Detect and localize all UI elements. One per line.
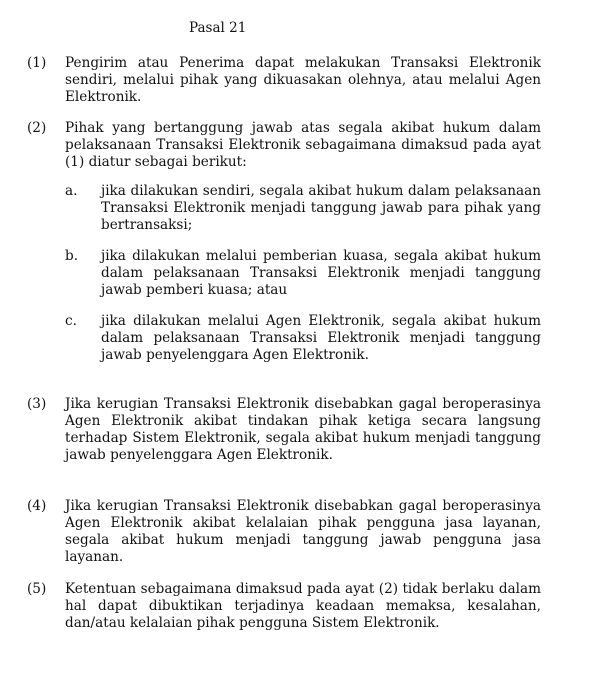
paragraph-number: (4) (27, 498, 47, 514)
paragraph-1 (27, 55, 541, 106)
paragraph-2 (27, 120, 541, 171)
paragraph-number: (3) (27, 396, 47, 412)
paragraph-text: Pihak yang bertanggung jawab atas segala akibat hukum dalam pelaksanaan Transaksi Elektronik sebagaimana dimaksud pada ayat (1) diatur sebagai berikut: (65, 120, 541, 170)
article-title: Pasal 21 (189, 20, 247, 36)
paragraph-number: (2) (27, 120, 47, 136)
list-item-text: jika dilakukan sendiri, segala akibat hukum dalam pelaksanaan Transaksi Elektronik menjadi tanggung jawab para pihak yang bertransaksi; (101, 183, 541, 233)
list-item-text: jika dilakukan melalui Agen Elektronik, segala akibat hukum dalam pelaksanaan Transaksi Elektronik menjadi tanggung jawab penyelenggara Agen Elektronik. (101, 313, 541, 363)
list-item-a (65, 183, 541, 234)
list-item-letter: b. (65, 248, 79, 264)
paragraph-text: Jika kerugian Transaksi Elektronik disebabkan gagal beroperasinya Agen Elektronik akibat tindakan pihak ketiga secara langsung terhadap Sistem Elektronik, segala akibat hukum menjadi tanggung jawab penyelenggara Agen Elektronik. (65, 396, 541, 463)
list-item-text: jika dilakukan melalui pemberian kuasa, segala akibat hukum dalam pelaksanaan Transaksi Elektronik menjadi tanggung jawab pemberi kuasa; atau (101, 248, 541, 298)
paragraph-text: Pengirim atau Penerima dapat melakukan Transaksi Elektronik sendiri, melalui pihak yang dikuasakan olehnya, atau melalui Agen Elektronik. (65, 55, 541, 105)
paragraph-5 (27, 581, 541, 632)
list-item-letter: a. (65, 183, 78, 199)
paragraph-3 (27, 396, 541, 464)
paragraph-number: (1) (27, 55, 47, 71)
paragraph-text: Jika kerugian Transaksi Elektronik disebabkan gagal beroperasinya Agen Elektronik akibat kelalaian pihak pengguna jasa layanan, segala akibat hukum menjadi tanggung jawab pengguna jasa layanan. (65, 498, 541, 565)
list-item-c (65, 313, 541, 364)
paragraph-number: (5) (27, 581, 47, 597)
paragraph-4 (27, 498, 541, 566)
list-item-b (65, 248, 541, 299)
paragraph-text: Ketentuan sebagaimana dimaksud pada ayat (2) tidak berlaku dalam hal dapat dibuktikan terjadinya keadaan memaksa, kesalahan, dan/atau kelalaian pihak pengguna Sistem Elektronik. (65, 581, 541, 631)
list-item-letter: c. (65, 313, 77, 329)
